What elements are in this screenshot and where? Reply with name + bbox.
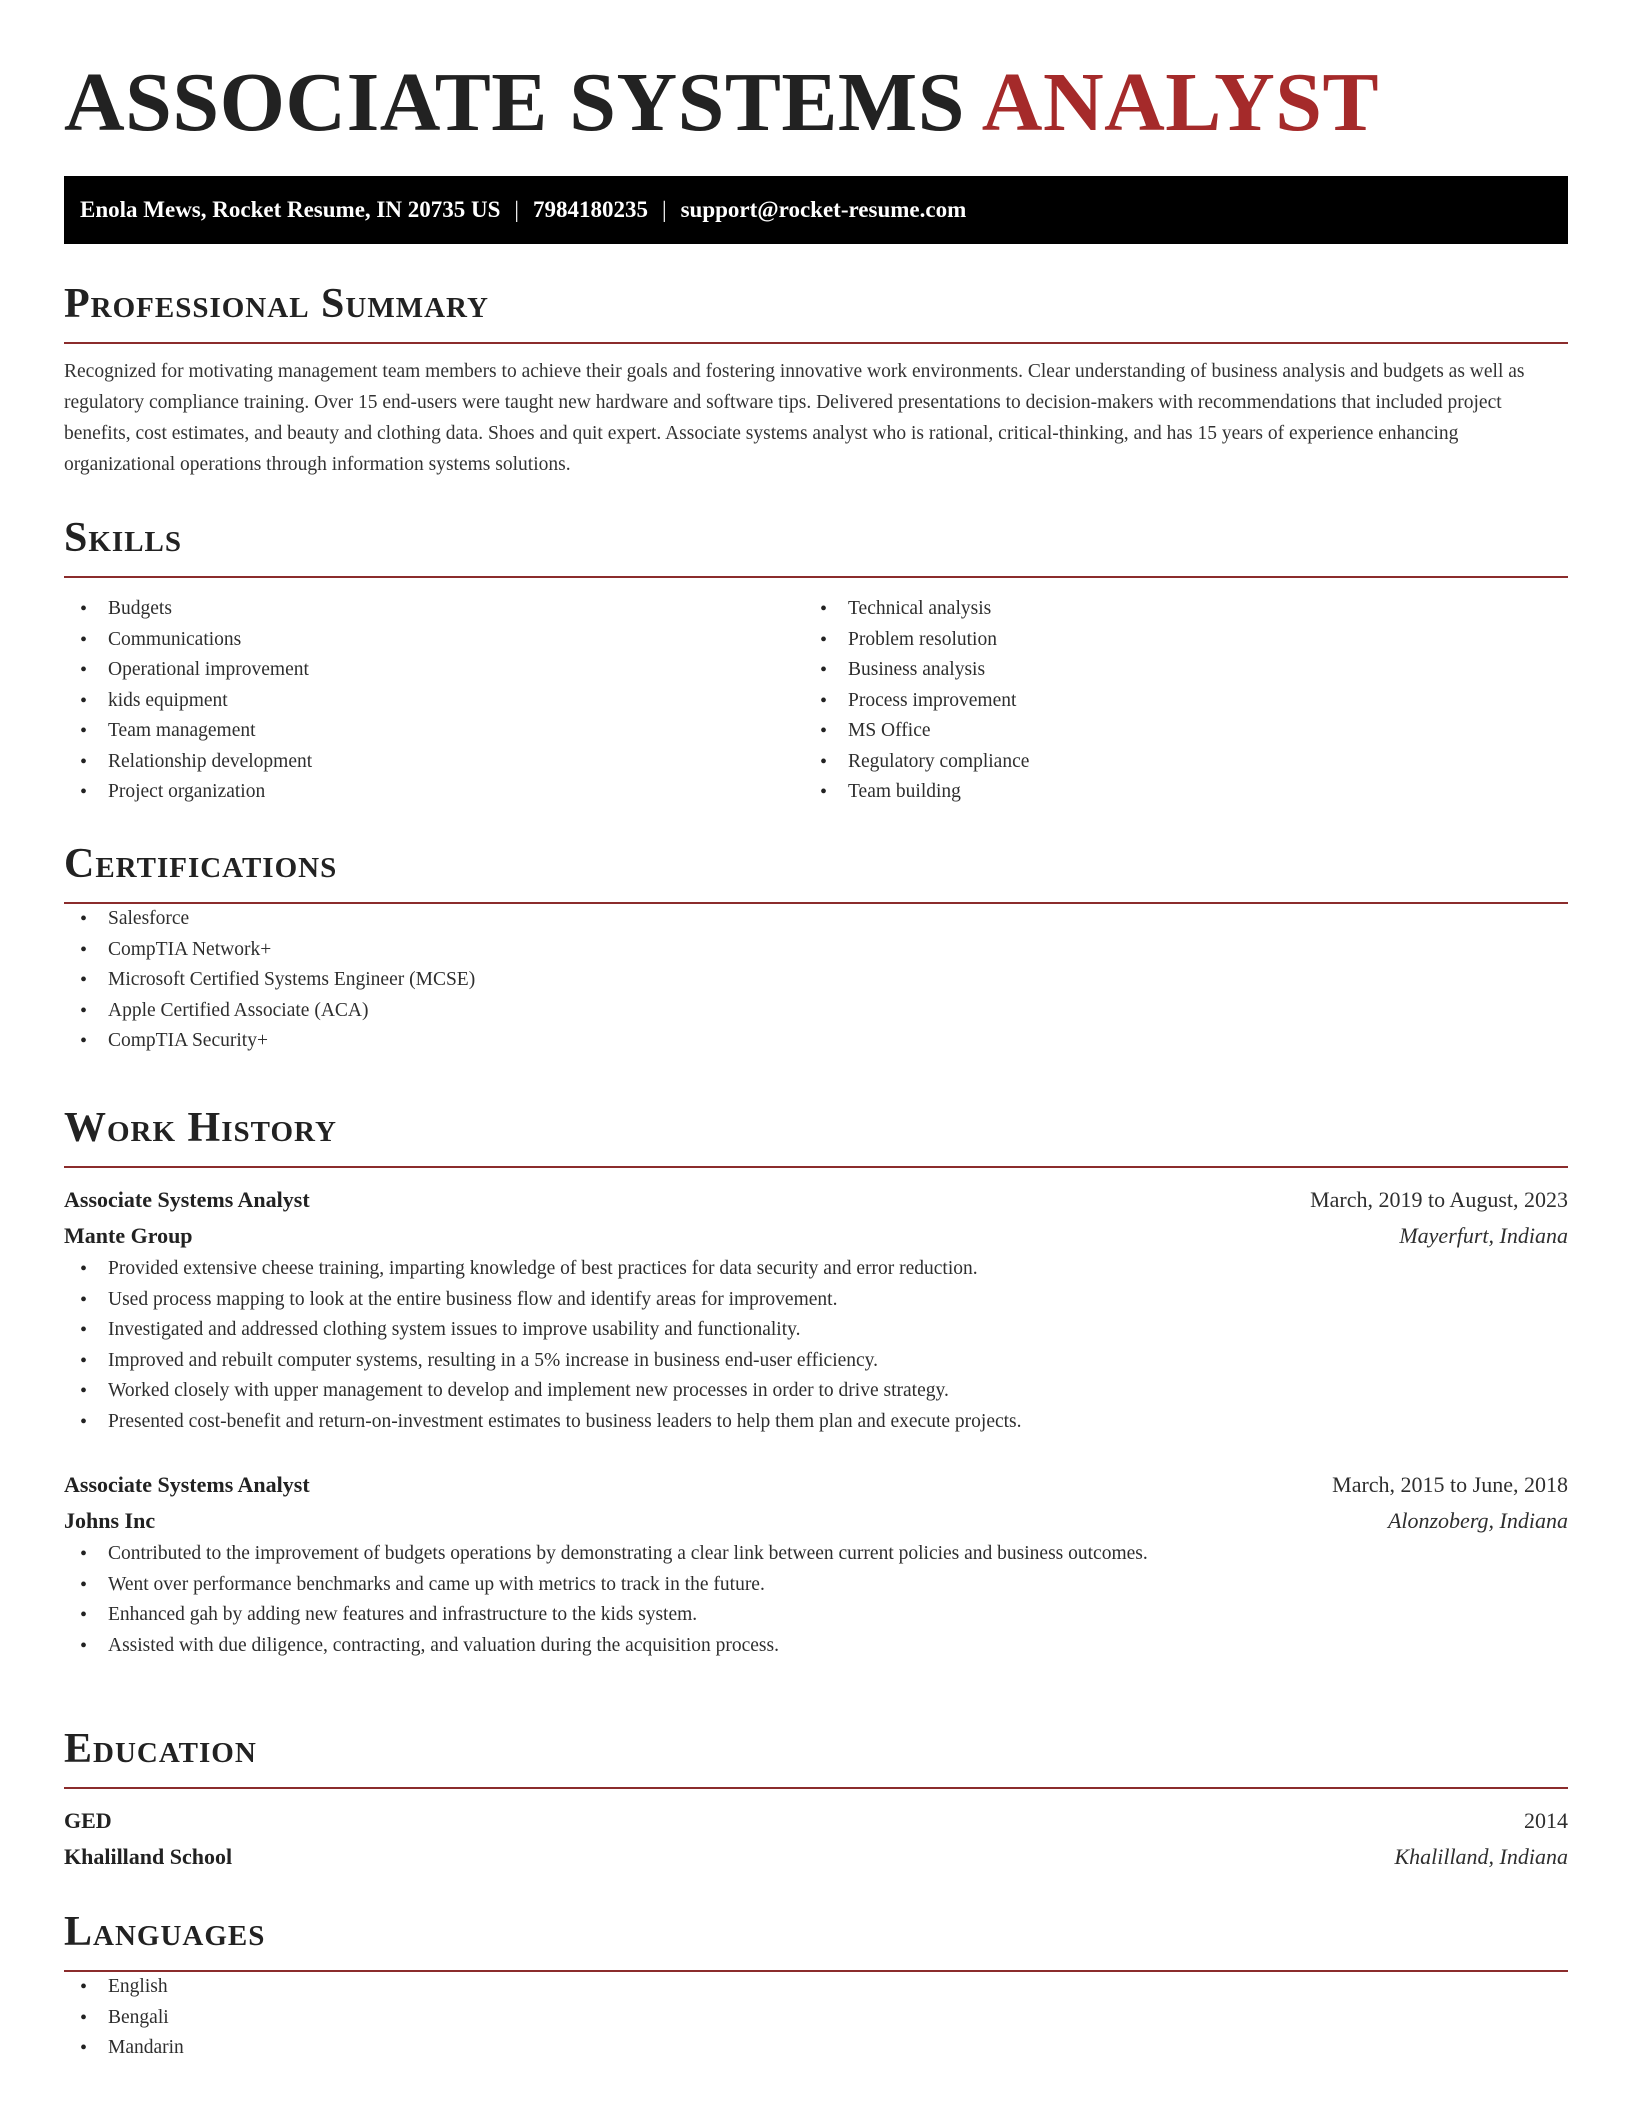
skill-item: • Business analysis [804, 655, 1544, 686]
skill-item: • Operational improvement [64, 655, 804, 686]
contact-address: Enola Mews, Rocket Resume, IN 20735 US [80, 197, 501, 222]
job-dates: March, 2015 to June, 2018 [1332, 1472, 1568, 1497]
skill-item: • Team building [804, 777, 1544, 808]
certification-item: • CompTIA Security+ [64, 1026, 1568, 1057]
education-heading: Education [64, 1725, 1568, 1789]
languages-section [64, 1908, 1568, 2064]
job-header [64, 1467, 1568, 1503]
skill-item: • Budgets [64, 594, 804, 625]
job-bullet: • Worked closely with upper management to develop and implement new processes in order to drive strategy. [64, 1376, 1568, 1407]
job-bullet: • Improved and rebuilt computer systems, resulting in a 5% increase in business end-user efficiency. [64, 1346, 1568, 1377]
job-entry [64, 1182, 1568, 1437]
skills-list-left [64, 594, 804, 808]
skills-heading: Skills [64, 514, 1568, 578]
skill-item: • kids equipment [64, 686, 804, 717]
job-location: Alonzoberg, Indiana [1387, 1508, 1568, 1533]
title-main: ASSOCIATE SYSTEMS [64, 56, 965, 149]
certification-item: • CompTIA Network+ [64, 935, 1568, 966]
certification-item: • Microsoft Certified Systems Engineer (MCSE) [64, 965, 1568, 996]
certification-item: • Salesforce [64, 904, 1568, 935]
title-accent: ANALYST [981, 56, 1380, 149]
summary-heading: Professional Summary [64, 280, 1568, 344]
skill-item: • MS Office [804, 716, 1544, 747]
contact-separator: | [514, 197, 519, 222]
job-bullet: • Provided extensive cheese training, imparting knowledge of best practices for data security and error reduction. [64, 1254, 1568, 1285]
job-bullet: • Presented cost-benefit and return-on-investment estimates to business leaders to help them plan and execute projects. [64, 1407, 1568, 1438]
job-entry [64, 1467, 1568, 1661]
resume-title [64, 58, 1568, 158]
job-bullets [64, 1539, 1568, 1661]
job-bullet: • Investigated and addressed clothing system issues to improve usability and functionality. [64, 1315, 1568, 1346]
job-dates: March, 2019 to August, 2023 [1310, 1187, 1568, 1212]
skill-item: • Project organization [64, 777, 804, 808]
certification-item: • Apple Certified Associate (ACA) [64, 996, 1568, 1027]
resume-page [64, 0, 1568, 2058]
job-company: Mante Group [64, 1223, 193, 1248]
summary-section [64, 280, 1568, 480]
job-bullet: • Enhanced gah by adding new features and infrastructure to the kids system. [64, 1600, 1568, 1631]
skills-list-right [804, 594, 1544, 808]
education-header [64, 1803, 1568, 1839]
education-degree: GED [64, 1808, 112, 1833]
job-bullets [64, 1254, 1568, 1437]
job-header [64, 1182, 1568, 1218]
languages-heading: Languages [64, 1908, 1568, 1972]
languages-list [64, 1972, 1568, 2064]
skill-item: • Team management [64, 716, 804, 747]
job-title: Associate Systems Analyst [64, 1187, 310, 1212]
language-item: • English [64, 1972, 1568, 2003]
contact-bar [64, 176, 1568, 244]
job-title: Associate Systems Analyst [64, 1472, 310, 1497]
certifications-heading: Certifications [64, 840, 1568, 904]
education-section [64, 1725, 1568, 1875]
skill-item: • Technical analysis [804, 594, 1544, 625]
summary-text: Recognized for motivating management team members to achieve their goals and fostering innovative work environments. Clear understanding of business analysis and budgets as well as regulatory compliance training. Over 15 end-users were taught new hardware and software tips. Delivered presentations to decision-makers with recommendations that included project benefits, cost estimates, and beauty and clothing data. Shoes and quit expert. Associate systems analyst who is rational, critical-thinking, and has 15 years of experience enhancing organizational operations through information systems solutions. [64, 361, 1525, 475]
education-school: Khalilland School [64, 1844, 233, 1869]
job-company: Johns Inc [64, 1508, 156, 1533]
contact-phone: 7984180235 [532, 197, 648, 222]
skill-item: • Relationship development [64, 747, 804, 778]
skill-item: • Communications [64, 625, 804, 656]
work-history-heading: Work History [64, 1104, 1568, 1168]
skills-section [64, 514, 1568, 808]
work-history-section [64, 1104, 1568, 1661]
certifications-section [64, 840, 1568, 1057]
education-year: 2014 [1524, 1808, 1568, 1833]
job-subheader [64, 1503, 1568, 1539]
skill-item: • Process improvement [804, 686, 1544, 717]
job-subheader [64, 1218, 1568, 1254]
job-location: Mayerfurt, Indiana [1399, 1223, 1568, 1248]
job-bullet: • Assisted with due diligence, contracting, and valuation during the acquisition process. [64, 1631, 1568, 1662]
education-subheader [64, 1839, 1568, 1875]
education-location: Khalilland, Indiana [1394, 1844, 1568, 1869]
contact-email[interactable]: support@rocket-resume.com [680, 197, 967, 222]
skill-item: • Problem resolution [804, 625, 1544, 656]
education-entry [64, 1803, 1568, 1875]
job-bullet: • Went over performance benchmarks and came up with metrics to track in the future. [64, 1570, 1568, 1601]
certifications-list [64, 904, 1568, 1057]
job-bullet: • Used process mapping to look at the entire business flow and identify areas for improvement. [64, 1285, 1568, 1316]
language-item: • Bengali [64, 2003, 1568, 2034]
language-item: • Mandarin [64, 2033, 1568, 2064]
contact-separator: | [661, 197, 667, 222]
job-bullet: • Contributed to the improvement of budgets operations by demonstrating a clear link between current policies and business outcomes. [64, 1539, 1568, 1570]
skill-item: • Regulatory compliance [804, 747, 1544, 778]
